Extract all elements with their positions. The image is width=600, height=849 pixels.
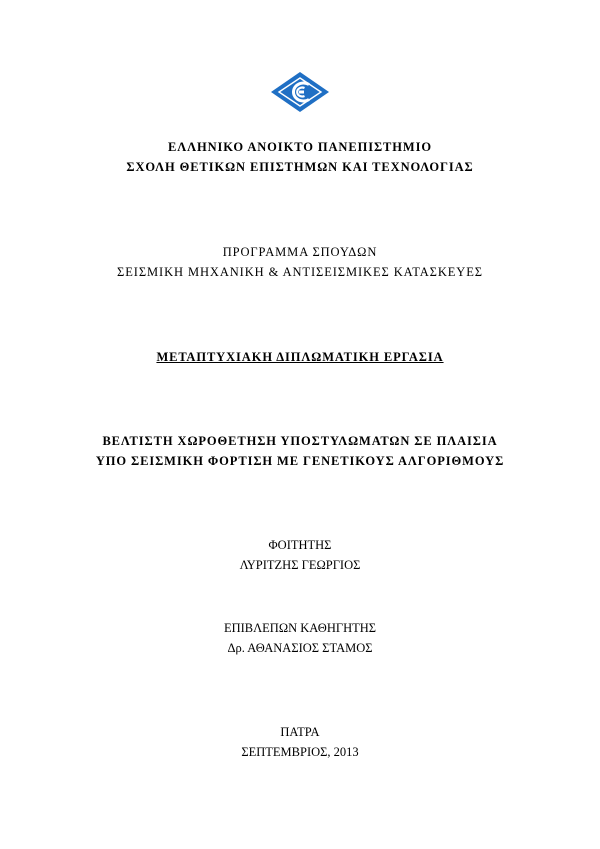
supervisor-name: Δρ. ΑΘΑΝΑΣΙΟΣ ΣΤΑΜΟΣ: [227, 641, 373, 655]
university-logo-icon: [270, 71, 330, 113]
document-type-text: ΜΕΤΑΠΤΥΧΙΑΚΗ ΔΙΠΛΩΜΑΤΙΚΗ ΕΡΓΑΣΙΑ: [156, 350, 444, 364]
thesis-title-line-1: ΒΕΛΤΙΣΤΗ ΧΩΡΟΘΕΤΗΣΗ ΥΠΟΣΤΥΛΩΜΑΤΩΝ ΣΕ ΠΛΑΙΣΙΑ: [102, 434, 498, 448]
supervisor-label: ΕΠΙΒΛΕΠΩΝ ΚΑΘΗΓΗΤΗΣ: [223, 621, 377, 635]
university-name: ΕΛΛΗΝΙΚΟ ΑΝΟΙΚΤΟ ΠΑΝΕΠΙΣΤΗΜΙΟ: [168, 140, 432, 154]
school-name: ΣΧΟΛΗ ΘΕΤΙΚΩΝ ΕΠΙΣΤΗΜΩΝ ΚΑΙ ΤΕΧΝΟΛΟΓΙΑΣ: [126, 160, 474, 174]
program-name: ΣΕΙΣΜΙΚΗ ΜΗΧΑΝΙΚΗ & ΑΝΤΙΣΕΙΣΜΙΚΕΣ ΚΑΤΑΣΚΕΥΕΣ: [117, 265, 483, 279]
student-label: ΦΟΙΤΗΤΗΣ: [268, 538, 332, 552]
place: ΠΑΤΡΑ: [280, 725, 320, 739]
document-type-heading: [0, 349, 600, 365]
date: ΣΕΠΤΕΜΒΡΙΟΣ, 2013: [241, 745, 359, 759]
student-name: ΛΥΡΙΤΖΗΣ ΓΕΩΡΓΙΟΣ: [239, 558, 361, 572]
thesis-title-line-2: ΥΠΟ ΣΕΙΣΜΙΚΗ ΦΟΡΤΙΣΗ ΜΕ ΓΕΝΕΤΙΚΟΥΣ ΑΛΓΟΡΙΘΜΟΥΣ: [95, 454, 505, 468]
program-label: ΠΡΟΓΡΑΜΜΑ ΣΠΟΥΔΩΝ: [222, 245, 378, 259]
